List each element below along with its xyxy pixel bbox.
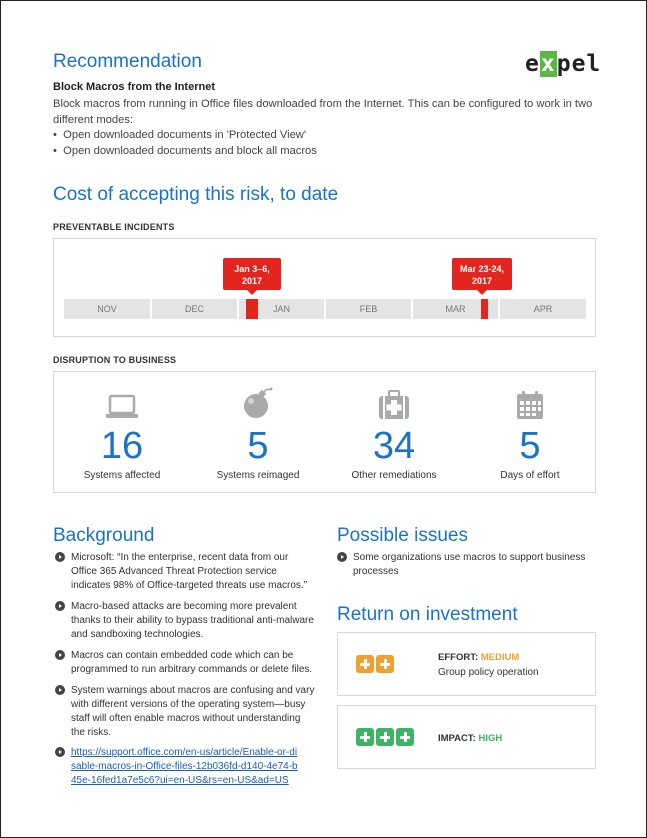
possible-issues-heading: Possible issues	[337, 525, 468, 546]
preventable-incidents-label: PREVENTABLE INCIDENTS	[53, 222, 175, 232]
recommendation-description: Block macros from running in Office files downloaded from the Internet. This can be configured to work in two different modes:	[53, 98, 593, 126]
month-apr: APR	[500, 299, 586, 319]
incident-marker-mar	[481, 299, 488, 319]
disruption-box	[53, 371, 596, 493]
arrow-bullet-icon	[55, 650, 65, 660]
effort-detail: Group policy operation	[438, 667, 539, 678]
incident-callout-mar: Mar 23-24, 2017	[452, 258, 512, 290]
roi-heading: Return on investment	[337, 604, 518, 625]
office-support-link[interactable]: https://support.office.com/en-us/article/Enable-or-disable-macros-in-Office-files-12b036fd-d140-4e74-b45e-16fed1a7e5c6?ui=en-US&rs=en-US&ad=US	[71, 747, 298, 786]
background-link-item	[55, 746, 300, 788]
plus-icon	[376, 728, 394, 746]
month-dec: DEC	[152, 299, 237, 319]
arrow-bullet-icon	[55, 685, 65, 695]
calendar-icon	[462, 386, 598, 420]
stat-systems-affected	[54, 386, 190, 481]
arrow-bullet-icon	[55, 747, 65, 757]
recommendation-bullet-1: • Open downloaded documents in 'Protected View'	[53, 129, 307, 141]
background-item-2: Macro-based attacks are becoming more prevalent thanks to their ability to bypass traditional anti-malware and sandboxing technologies.	[55, 600, 315, 642]
issue-item-1: Some organizations use macros to support business processes	[337, 551, 597, 579]
effort-level: MEDIUM	[480, 652, 520, 663]
recommendation-title: Block Macros from the Internet	[53, 81, 215, 93]
plus-icon	[376, 655, 394, 673]
recommendation-heading: Recommendation	[53, 51, 202, 72]
plus-icon	[356, 728, 374, 746]
effort-label: EFFORT: MEDIUM	[438, 652, 520, 663]
month-nov: NOV	[64, 299, 150, 319]
plus-icon	[396, 728, 414, 746]
arrow-bullet-icon	[55, 601, 65, 611]
stat-value: 16	[100, 425, 144, 467]
bomb-icon	[190, 386, 326, 420]
month-feb: FEB	[326, 299, 411, 319]
stat-value: 5	[247, 425, 269, 467]
impact-indicator	[356, 728, 416, 751]
arrow-bullet-icon	[55, 552, 65, 562]
stat-caption: Other remediations	[351, 470, 437, 481]
plus-icon	[356, 655, 374, 673]
stats-row	[54, 386, 597, 486]
stat-value: 5	[519, 425, 541, 467]
laptop-icon	[54, 386, 190, 420]
background-item-1: Microsoft: “In the enterprise, recent data from our Office 365 Advanced Threat Protection service indicates 98% of Office-targeted threats use macros.”	[55, 551, 315, 593]
cost-heading: Cost of accepting this risk, to date	[53, 184, 339, 205]
stat-days-of-effort	[462, 386, 598, 481]
impact-card	[337, 705, 596, 769]
background-item-3: Macros can contain embedded code which can be programmed to run arbitrary commands or delete files.	[55, 649, 315, 677]
month-mar: MAR	[413, 299, 498, 319]
stat-other-remediations	[326, 386, 462, 481]
effort-card	[337, 632, 596, 696]
arrow-bullet-icon	[337, 552, 347, 562]
background-heading: Background	[53, 525, 155, 546]
incident-marker-jan	[246, 299, 258, 319]
month-jan: JAN	[239, 299, 324, 319]
medical-kit-icon	[326, 386, 462, 420]
expel-logo: expel	[525, 51, 602, 77]
recommendation-bullet-2: • Open downloaded documents and block all macros	[53, 145, 317, 157]
stat-caption: Systems affected	[83, 470, 161, 481]
stat-caption: Systems reimaged	[216, 470, 300, 481]
impact-level: HIGH	[478, 733, 503, 744]
effort-indicator	[356, 655, 396, 678]
disruption-label: DISRUPTION TO BUSINESS	[53, 355, 177, 365]
stat-caption: Days of effort	[500, 470, 560, 481]
incident-timeline-box	[53, 238, 596, 337]
stat-value: 34	[372, 425, 416, 467]
stat-systems-reimaged	[190, 386, 326, 481]
incident-callout-jan: Jan 3–6, 2017	[223, 258, 281, 290]
timeline-track	[64, 299, 586, 319]
impact-label: IMPACT: HIGH	[438, 733, 503, 744]
background-item-4: System warnings about macros are confusing and vary with different versions of the operating system—busy staff will often enable macros without understanding the risks.	[55, 684, 315, 740]
